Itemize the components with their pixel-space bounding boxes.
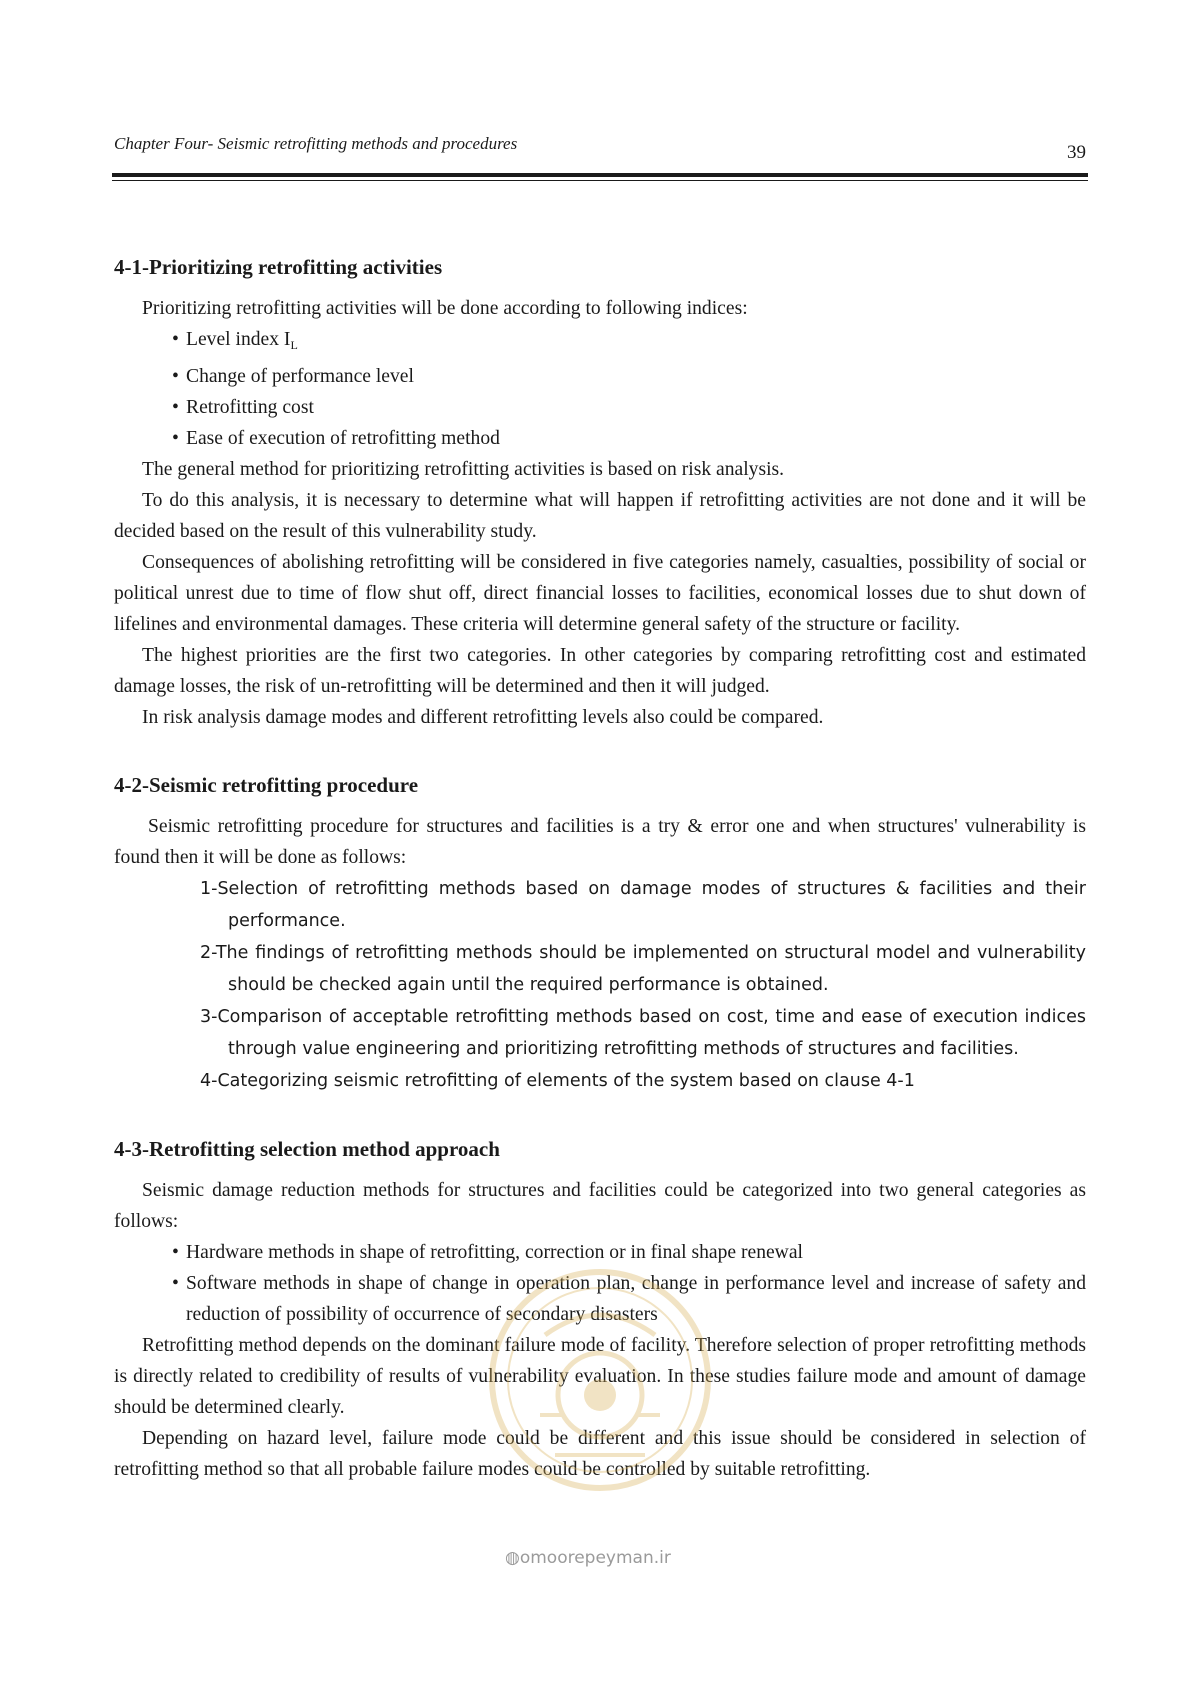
list-item-text: Retrofitting cost bbox=[186, 397, 314, 418]
bullet-icon: • bbox=[172, 1242, 179, 1263]
step-item: 3-Comparison of acceptable retrofitting methods based on cost, time and ease of execution indices through value engineering and prioritizing retrofitting methods of structures and facilities. bbox=[200, 1007, 1086, 1059]
header-rule-thin bbox=[112, 180, 1088, 181]
list-item-text: Hardware methods in shape of retrofitting, correction or in final shape renewal bbox=[186, 1242, 803, 1263]
paragraph: Depending on hazard level, failure mode could be different and this issue should be considered in selection of retrofitting method so that all probable failure modes could be controlled by suitable retrofitting. bbox=[114, 1428, 1086, 1480]
list-item bbox=[114, 392, 1086, 423]
list-item bbox=[114, 1237, 1086, 1268]
paragraph: To do this analysis, it is necessary to determine what will happen if retrofitting activities are not done and it will be decided based on the result of this vulnerability study. bbox=[114, 490, 1086, 542]
section-4-2 bbox=[114, 771, 1086, 1097]
list-item-text: Level index I bbox=[186, 329, 291, 350]
paragraph: Seismic retrofitting procedure for structures and facilities is a try & error one and when structures' vulnerability is found then it will be done as follows: bbox=[114, 816, 1086, 868]
section-heading: 4-2-Seismic retrofitting procedure bbox=[114, 773, 419, 797]
bullet-list bbox=[114, 324, 1086, 454]
paragraph: The general method for prioritizing retrofitting activities is based on risk analysis. bbox=[142, 459, 785, 480]
page-number: 39 bbox=[1067, 142, 1086, 163]
paragraph: Seismic damage reduction methods for structures and facilities could be categorized into two general categories as follows: bbox=[114, 1180, 1086, 1232]
watermark-site bbox=[505, 1548, 671, 1568]
paragraph: Consequences of abolishing retrofitting will be considered in five categories namely, casualties, possibility of social or political unrest due to time of flow shut off, direct financial losses to facilities, economical losses due to shut down of lifelines and environmental damages. These criteria will determine general safety of the structure or facility. bbox=[114, 552, 1086, 635]
watermark-site-text: omoorepeyman.ir bbox=[519, 1548, 671, 1568]
list-item-text: Change of performance level bbox=[186, 366, 414, 387]
watermark-seal-icon bbox=[485, 1265, 715, 1495]
paragraph: Retrofitting method depends on the dominant failure mode of facility. Therefore selection of proper retrofitting methods is directly related to credibility of results of vulnerability evaluation. In these studies failure mode and amount of damage should be determined clearly. bbox=[114, 1335, 1086, 1418]
header-rule-thick bbox=[112, 173, 1088, 177]
bullet-icon: • bbox=[172, 1273, 179, 1294]
list-item bbox=[114, 361, 1086, 392]
step-item: 1-Selection of retrofitting methods based on damage modes of structures & facilities and their performance. bbox=[200, 879, 1086, 931]
numbered-steps bbox=[114, 873, 1086, 1097]
paragraph: Prioritizing retrofitting activities will be done according to following indices: bbox=[142, 298, 748, 319]
list-item-text: Ease of execution of retrofitting method bbox=[186, 428, 500, 449]
bullet-icon: • bbox=[172, 329, 179, 350]
paragraph: In risk analysis damage modes and different retrofitting levels also could be compared. bbox=[142, 707, 824, 728]
page-header bbox=[114, 134, 1086, 164]
step-item: 2-The findings of retrofitting methods should be implemented on structural model and vulnerability should be checked again until the required performance is obtained. bbox=[200, 943, 1086, 995]
subscript: L bbox=[290, 338, 298, 352]
bullet-icon: • bbox=[172, 366, 179, 387]
section-heading: 4-1-Prioritizing retrofitting activities bbox=[114, 255, 443, 279]
bullet-icon: • bbox=[172, 428, 179, 449]
section-4-1 bbox=[114, 253, 1086, 733]
paragraph: The highest priorities are the first two categories. In other categories by comparing retrofitting cost and estimated damage losses, the risk of un-retrofitting will be determined and then it will judged. bbox=[114, 645, 1086, 697]
list-item bbox=[114, 324, 1086, 361]
chapter-title: Chapter Four- Seismic retrofitting methods and procedures bbox=[114, 134, 518, 153]
list-item bbox=[114, 423, 1086, 454]
bullet-icon: • bbox=[172, 397, 179, 418]
section-heading: 4-3-Retrofitting selection method approach bbox=[114, 1137, 500, 1161]
globe-icon: ◍ bbox=[505, 1548, 520, 1568]
step-item: 4-Categorizing seismic retrofitting of elements of the system based on clause 4-1 bbox=[200, 1071, 915, 1091]
list-item-text: Software methods in shape of change in operation plan, change in performance level and increase of safety and reduction of possibility of occurrence of secondary disasters bbox=[186, 1273, 1086, 1325]
